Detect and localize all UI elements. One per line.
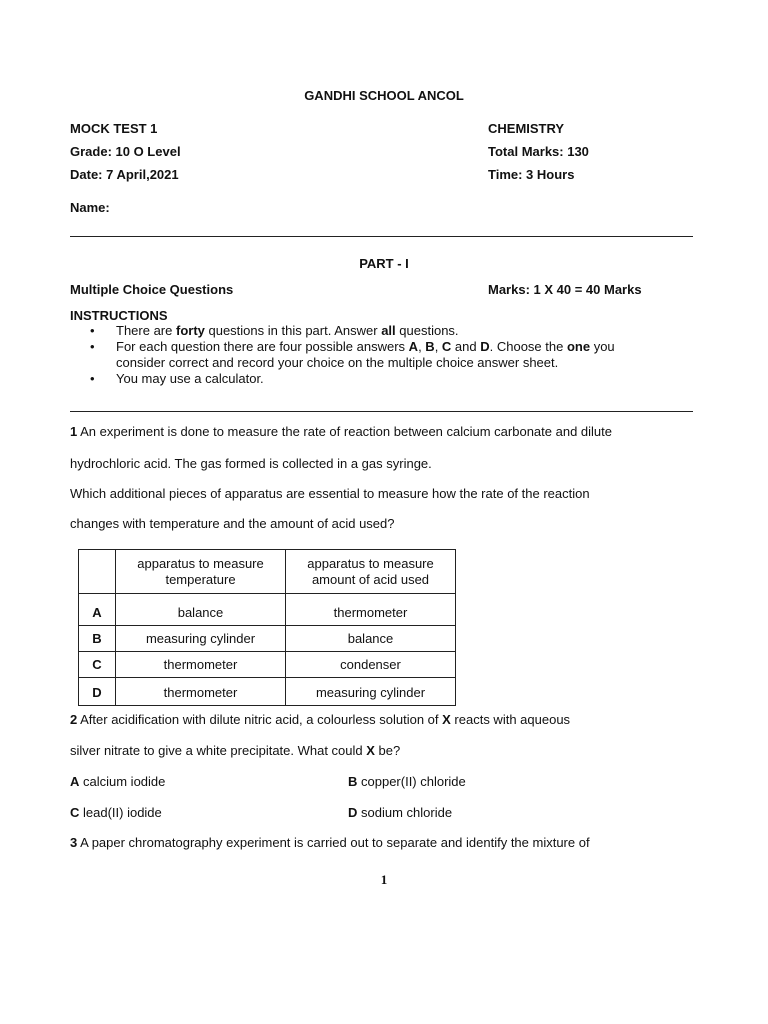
table-row: A balance thermometer [79, 594, 456, 626]
page-number: 1 [380, 872, 388, 887]
divider-instructions [70, 411, 693, 412]
table-row: D thermometer measuring cylinder [79, 678, 456, 706]
test-time: Time: 3 Hours [488, 167, 575, 182]
q2-option-b: B copper(II) chloride [348, 774, 466, 789]
table-header-acid: apparatus to measure amount of acid used [286, 550, 456, 594]
name-label: Name: [70, 200, 110, 215]
section-title: Multiple Choice Questions [70, 282, 234, 297]
instruction-item: • For each question there are four possible answers A, B, C and D. Choose the one you consider correct and record your choice on the multiple choice answer sheet. [90, 339, 615, 370]
total-marks: Total Marks: 130 [488, 144, 589, 159]
q2-option-a: A calcium iodide [70, 774, 166, 789]
divider-top [70, 236, 693, 237]
q1-line-3: Which additional pieces of apparatus are essential to measure how the rate of the reaction [70, 486, 590, 501]
instructions-list [90, 323, 690, 387]
school-name: GANDHI SCHOOL ANCOL [304, 88, 464, 103]
apparatus-table [78, 549, 456, 706]
table-row: B measuring cylinder balance [79, 626, 456, 652]
q2-number: 2 [70, 712, 78, 727]
part-title: PART - I [359, 256, 409, 271]
q1-line-1: 1 An experiment is done to measure the rate of reaction between calcium carbonate and dilute [70, 424, 612, 439]
table-row: C thermometer condenser [79, 652, 456, 678]
grade: Grade: 10 O Level [70, 144, 181, 159]
instruction-item: • There are forty questions in this part. Answer all questions. [90, 323, 459, 338]
instructions-heading: INSTRUCTIONS [70, 308, 168, 323]
q2-option-d: D sodium chloride [348, 805, 453, 820]
bullet: • [90, 339, 95, 354]
q3-number: 3 [70, 835, 78, 850]
bullet: • [90, 371, 95, 386]
q3-line-1: 3 A paper chromatography experiment is carried out to separate and identify the mixture of [70, 835, 590, 850]
q1-number: 1 [70, 424, 78, 439]
q1-line-4: changes with temperature and the amount of acid used? [70, 516, 395, 531]
bullet: • [90, 323, 95, 338]
table-header-temperature: apparatus to measure temperature [116, 550, 286, 594]
q1-line-2: hydrochloric acid. The gas formed is collected in a gas syringe. [70, 456, 432, 471]
q2-line-1: 2 After acidification with dilute nitric acid, a colourless solution of X reacts with aqueous [70, 712, 571, 727]
instruction-item: • You may use a calculator. [90, 371, 264, 386]
test-title: MOCK TEST 1 [70, 121, 158, 136]
subject: CHEMISTRY [488, 121, 565, 136]
test-date: Date: 7 April,2021 [70, 167, 179, 182]
q2-option-c: C lead(II) iodide [70, 805, 162, 820]
q2-line-2: silver nitrate to give a white precipitate. What could X be? [70, 743, 401, 758]
table-header-blank [79, 550, 116, 594]
table-header-row [79, 550, 456, 594]
section-marks: Marks: 1 X 40 = 40 Marks [488, 282, 642, 297]
